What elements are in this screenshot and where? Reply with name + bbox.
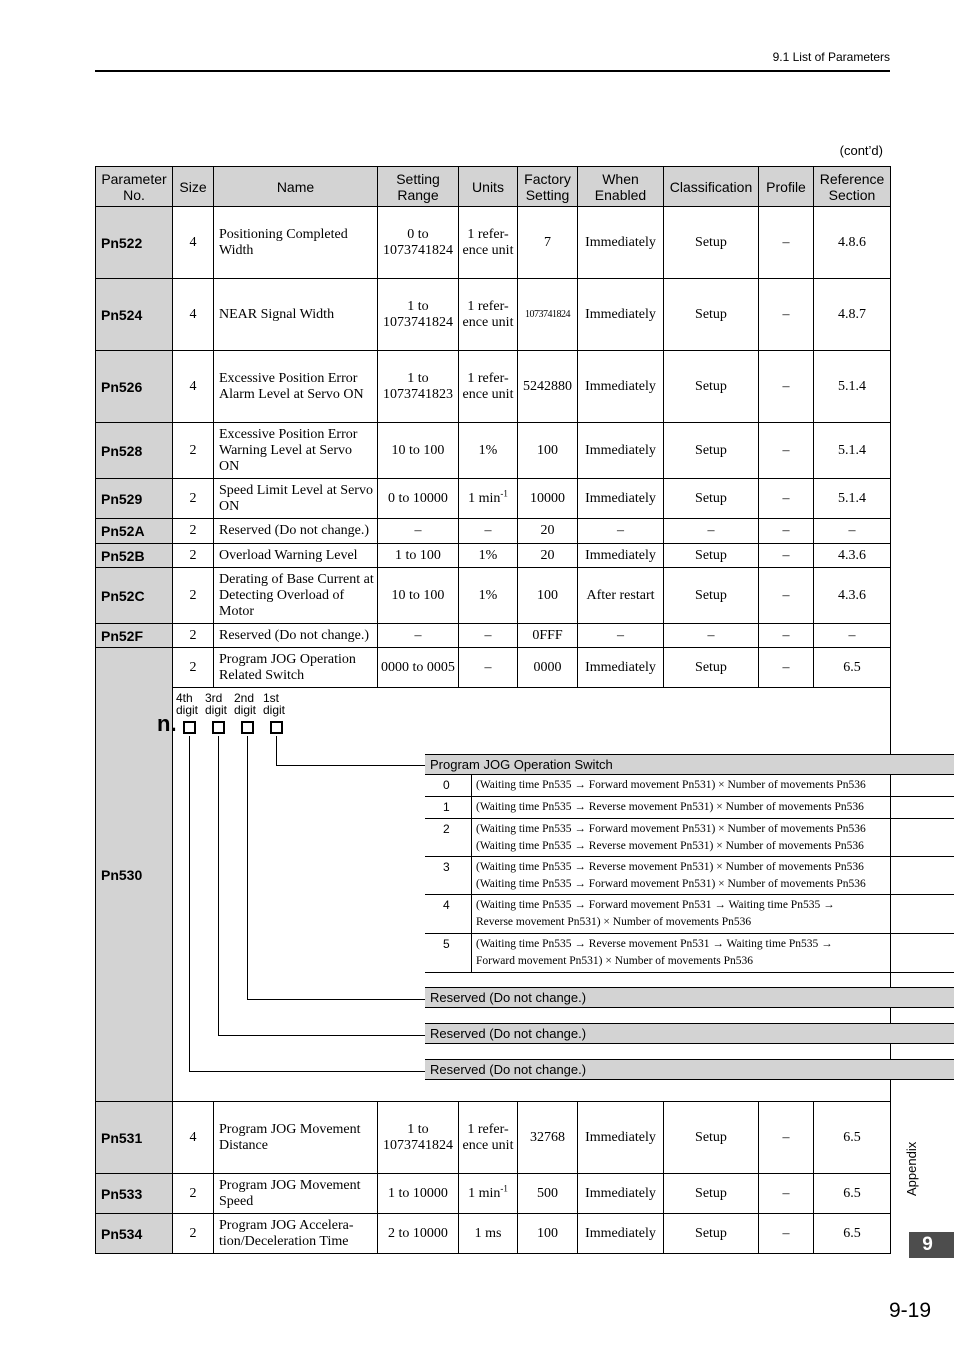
param-units: – xyxy=(459,624,518,648)
connector-3rd xyxy=(218,736,219,1036)
param-no: Pn524 xyxy=(96,279,173,351)
param-when: Immediately xyxy=(578,648,664,688)
header-classification: Classification xyxy=(664,167,759,207)
param-size: 2 xyxy=(173,1174,214,1214)
param-size: 2 xyxy=(173,624,214,648)
pn530-digit-diagram xyxy=(157,688,890,1100)
digit-box-2nd xyxy=(241,721,254,734)
param-size: 4 xyxy=(173,207,214,279)
reserved-4th-digit: Reserved (Do not change.) xyxy=(425,1059,954,1080)
param-no: Pn52B xyxy=(96,544,173,568)
param-when: After restart xyxy=(578,568,664,624)
param-ref: 4.8.7 xyxy=(814,279,891,351)
option-divider xyxy=(471,857,472,894)
param-range: – xyxy=(378,624,459,648)
param-ref: – xyxy=(814,519,891,544)
param-range: 2 to 10000 xyxy=(378,1214,459,1254)
param-factory: 1073741824 xyxy=(518,279,578,351)
param-no: Pn526 xyxy=(96,351,173,423)
side-tab-label: Appendix xyxy=(904,1141,919,1196)
param-size: 4 xyxy=(173,279,214,351)
param-no: Pn528 xyxy=(96,423,173,479)
param-factory: 0FFF xyxy=(518,624,578,648)
param-no: Pn534 xyxy=(96,1214,173,1254)
option-row xyxy=(425,797,954,819)
param-factory: 5242880 xyxy=(518,351,578,423)
param-no: Pn533 xyxy=(96,1174,173,1214)
param-ref: 6.5 xyxy=(814,1214,891,1254)
digit-label-3rd: 3rd digit xyxy=(205,691,228,717)
switch-title: Program JOG Operation Switch xyxy=(425,754,954,775)
table-row xyxy=(96,1214,891,1254)
option-key: 4 xyxy=(443,898,450,912)
param-size: 2 xyxy=(173,568,214,624)
option-value: (Waiting time Pn535 → Forward movement Pn531 → Waiting time Pn535 → Reverse movement Pn531) × Number of movements Pn536 xyxy=(476,899,835,928)
connector-1st-h xyxy=(276,765,426,766)
digit-label-4th: 4th digit xyxy=(176,691,199,717)
param-name: Program JOG Movement Distance xyxy=(214,1102,378,1174)
param-no: Pn531 xyxy=(96,1102,173,1174)
option-divider xyxy=(471,775,472,796)
param-class: – xyxy=(664,624,759,648)
param-class: Setup xyxy=(664,1174,759,1214)
param-name: Reserved (Do not change.) xyxy=(214,519,378,544)
param-factory: 0000 xyxy=(518,648,578,688)
param-ref: 5.1.4 xyxy=(814,351,891,423)
param-no: Pn530 xyxy=(96,648,173,1102)
param-range: 0 to 1073741824 xyxy=(378,207,459,279)
param-profile: – xyxy=(759,207,814,279)
table-row xyxy=(96,207,891,279)
param-name: Program JOG Movement Speed xyxy=(214,1174,378,1214)
header-setting-range: Setting Range xyxy=(378,167,459,207)
param-units: 1 refer-ence unit xyxy=(459,279,518,351)
param-factory: 100 xyxy=(518,568,578,624)
param-when: Immediately xyxy=(578,1174,664,1214)
param-class: Setup xyxy=(664,1214,759,1254)
param-units: 1 $\min^{-1}$ xyxy=(459,479,518,519)
param-units: – xyxy=(459,648,518,688)
param-when: Immediately xyxy=(578,1102,664,1174)
param-factory: 100 xyxy=(518,1214,578,1254)
param-class: Setup xyxy=(664,479,759,519)
param-factory: 20 xyxy=(518,519,578,544)
connector-4th xyxy=(189,736,190,1072)
param-units: 1% xyxy=(459,544,518,568)
param-class: Setup xyxy=(664,1102,759,1174)
param-range: 10 to 100 xyxy=(378,423,459,479)
param-class: Setup xyxy=(664,279,759,351)
param-ref: 6.5 xyxy=(814,1174,891,1214)
table-row xyxy=(96,544,891,568)
param-when: Immediately xyxy=(578,1214,664,1254)
param-ref: 4.3.6 xyxy=(814,568,891,624)
table-row xyxy=(96,648,891,688)
reserved-2nd-digit: Reserved (Do not change.) xyxy=(425,987,954,1008)
param-profile: – xyxy=(759,648,814,688)
header-when-enabled: When Enabled xyxy=(578,167,664,207)
param-when: Immediately xyxy=(578,544,664,568)
param-profile: – xyxy=(759,1174,814,1214)
connector-3rd-h xyxy=(218,1035,426,1036)
header-name: Name xyxy=(214,167,378,207)
param-name: Excessive Position Error Warning Level at Servo ON xyxy=(214,423,378,479)
header-rule xyxy=(95,70,890,72)
param-class: Setup xyxy=(664,544,759,568)
connector-4th-h xyxy=(189,1071,426,1072)
param-units: – xyxy=(459,519,518,544)
param-name: Program JOG Operation Related Switch xyxy=(214,648,378,688)
param-no: Pn52F xyxy=(96,624,173,648)
option-key: 0 xyxy=(443,778,450,792)
param-ref: 6.5 xyxy=(814,1102,891,1174)
param-when: Immediately xyxy=(578,207,664,279)
param-class: Setup xyxy=(664,568,759,624)
param-ref: 4.8.6 xyxy=(814,207,891,279)
table-row xyxy=(96,519,891,544)
option-divider xyxy=(471,895,472,933)
table-header-row xyxy=(96,167,891,207)
param-range: 0 to 10000 xyxy=(378,479,459,519)
param-profile: – xyxy=(759,351,814,423)
param-profile: – xyxy=(759,568,814,624)
param-when: Immediately xyxy=(578,279,664,351)
param-range: 1 to 1073741824 xyxy=(378,1102,459,1174)
section-label: 9.1 List of Parameters xyxy=(772,50,890,64)
param-profile: – xyxy=(759,544,814,568)
digit-box-3rd xyxy=(212,721,225,734)
option-divider xyxy=(471,819,472,856)
param-size: 2 xyxy=(173,423,214,479)
param-factory: 500 xyxy=(518,1174,578,1214)
param-size: 4 xyxy=(173,1102,214,1174)
param-when: Immediately xyxy=(578,351,664,423)
param-name: Overload Warning Level xyxy=(214,544,378,568)
param-class: Setup xyxy=(664,207,759,279)
option-divider xyxy=(471,797,472,818)
option-value: (Waiting time Pn535 → Reverse movement Pn531) × Number of movements Pn536 xyxy=(476,801,864,813)
header-units: Units xyxy=(459,167,518,207)
param-profile: – xyxy=(759,1102,814,1174)
table-row xyxy=(96,423,891,479)
param-factory: 32768 xyxy=(518,1102,578,1174)
header-profile: Profile xyxy=(759,167,814,207)
param-range: 10 to 100 xyxy=(378,568,459,624)
param-no: Pn522 xyxy=(96,207,173,279)
page-number: 9-19 xyxy=(888,1299,931,1322)
table-row xyxy=(96,1174,891,1214)
chapter-tab: 9 xyxy=(909,1232,954,1258)
param-range: 1 to 10000 xyxy=(378,1174,459,1214)
digit-box-1st xyxy=(270,721,283,734)
param-profile: – xyxy=(759,423,814,479)
param-ref: 5.1.4 xyxy=(814,423,891,479)
param-name: Excessive Position Error Alarm Level at Servo ON xyxy=(214,351,378,423)
option-row xyxy=(425,775,954,797)
header-param-no: Parameter No. xyxy=(96,167,173,207)
param-size: 2 xyxy=(173,544,214,568)
option-key: 3 xyxy=(443,860,450,874)
param-no: Pn529 xyxy=(96,479,173,519)
param-profile: – xyxy=(759,624,814,648)
reserved-3rd-digit: Reserved (Do not change.) xyxy=(425,1023,954,1044)
param-ref: – xyxy=(814,624,891,648)
option-divider xyxy=(471,934,472,972)
option-value: (Waiting time Pn535 → Reverse movement Pn531 → Waiting time Pn535 → Forward movement Pn531) × Number of movements Pn536 xyxy=(476,938,833,967)
connector-2nd xyxy=(247,736,248,1000)
param-units: 1 $\min^{-1}$ xyxy=(459,1174,518,1214)
param-when: – xyxy=(578,519,664,544)
param-units: 1 refer-ence unit xyxy=(459,1102,518,1174)
param-name: NEAR Signal Width xyxy=(214,279,378,351)
param-units: 1 ms xyxy=(459,1214,518,1254)
param-size: 2 xyxy=(173,479,214,519)
digit-label-1st: 1st digit xyxy=(263,691,286,717)
connector-1st xyxy=(276,736,277,766)
param-ref: 5.1.4 xyxy=(814,479,891,519)
param-ref: 4.3.6 xyxy=(814,544,891,568)
continued-label: (cont’d) xyxy=(839,143,883,158)
option-row xyxy=(425,934,954,973)
option-key: 1 xyxy=(443,800,450,814)
table-row xyxy=(96,279,891,351)
table-row xyxy=(96,1102,891,1174)
param-name: Program JOG Accelera-tion/Deceleration Time xyxy=(214,1214,378,1254)
param-name: Derating of Base Current at Detecting Overload of Motor xyxy=(214,568,378,624)
param-units: 1 refer-ence unit xyxy=(459,351,518,423)
pn530-detail-row xyxy=(96,688,891,1102)
header-reference-section: Reference Section xyxy=(814,167,891,207)
option-row xyxy=(425,857,954,895)
param-name: Reserved (Do not change.) xyxy=(214,624,378,648)
param-factory: 10000 xyxy=(518,479,578,519)
param-class: Setup xyxy=(664,423,759,479)
param-profile: – xyxy=(759,279,814,351)
param-range: 1 to 100 xyxy=(378,544,459,568)
param-no: Pn52C xyxy=(96,568,173,624)
option-key: 5 xyxy=(443,937,450,951)
param-factory: 7 xyxy=(518,207,578,279)
param-name: Positioning Completed Width xyxy=(214,207,378,279)
param-range: 1 to 1073741823 xyxy=(378,351,459,423)
pn530-diagram-cell xyxy=(157,688,891,1102)
header-size: Size xyxy=(173,167,214,207)
param-units: 1 refer-ence unit xyxy=(459,207,518,279)
option-value: (Waiting time Pn535 → Reverse movement Pn531) × Number of movements Pn536 (Waiting time Pn535 → Forward movement Pn531) × Number of movements Pn536 xyxy=(476,861,866,890)
option-value: (Waiting time Pn535 → Forward movement Pn531) × Number of movements Pn536 xyxy=(476,779,866,791)
option-row xyxy=(425,895,954,934)
param-size: 4 xyxy=(173,351,214,423)
option-value: (Waiting time Pn535 → Forward movement Pn531) × Number of movements Pn536 (Waiting time Pn535 → Reverse movement Pn531) × Number of movements Pn536 xyxy=(476,823,866,852)
param-units: 1% xyxy=(459,568,518,624)
param-factory: 20 xyxy=(518,544,578,568)
param-profile: – xyxy=(759,1214,814,1254)
param-no: Pn52A xyxy=(96,519,173,544)
table-row xyxy=(96,351,891,423)
table-row xyxy=(96,624,891,648)
param-profile: – xyxy=(759,519,814,544)
param-class: Setup xyxy=(664,648,759,688)
param-when: – xyxy=(578,624,664,648)
param-size: 2 xyxy=(173,519,214,544)
param-factory: 100 xyxy=(518,423,578,479)
param-name: Speed Limit Level at Servo ON xyxy=(214,479,378,519)
param-ref: 6.5 xyxy=(814,648,891,688)
header-factory-setting: Factory Setting xyxy=(518,167,578,207)
option-row xyxy=(425,819,954,857)
table-row xyxy=(96,568,891,624)
n-prefix: n. xyxy=(157,711,177,736)
parameter-table xyxy=(95,166,891,1254)
param-profile: – xyxy=(759,479,814,519)
param-size: 2 xyxy=(173,1214,214,1254)
digit-label-2nd: 2nd digit xyxy=(234,691,257,717)
option-key: 2 xyxy=(443,822,450,836)
param-class: Setup xyxy=(664,351,759,423)
param-range: – xyxy=(378,519,459,544)
param-range: 1 to 1073741824 xyxy=(378,279,459,351)
param-range: 0000 to 0005 xyxy=(378,648,459,688)
param-when: Immediately xyxy=(578,479,664,519)
param-class: – xyxy=(664,519,759,544)
digit-box-4th xyxy=(183,721,196,734)
table-row xyxy=(96,479,891,519)
param-when: Immediately xyxy=(578,423,664,479)
param-size: 2 xyxy=(173,648,214,688)
connector-2nd-h xyxy=(247,999,426,1000)
param-units: 1% xyxy=(459,423,518,479)
